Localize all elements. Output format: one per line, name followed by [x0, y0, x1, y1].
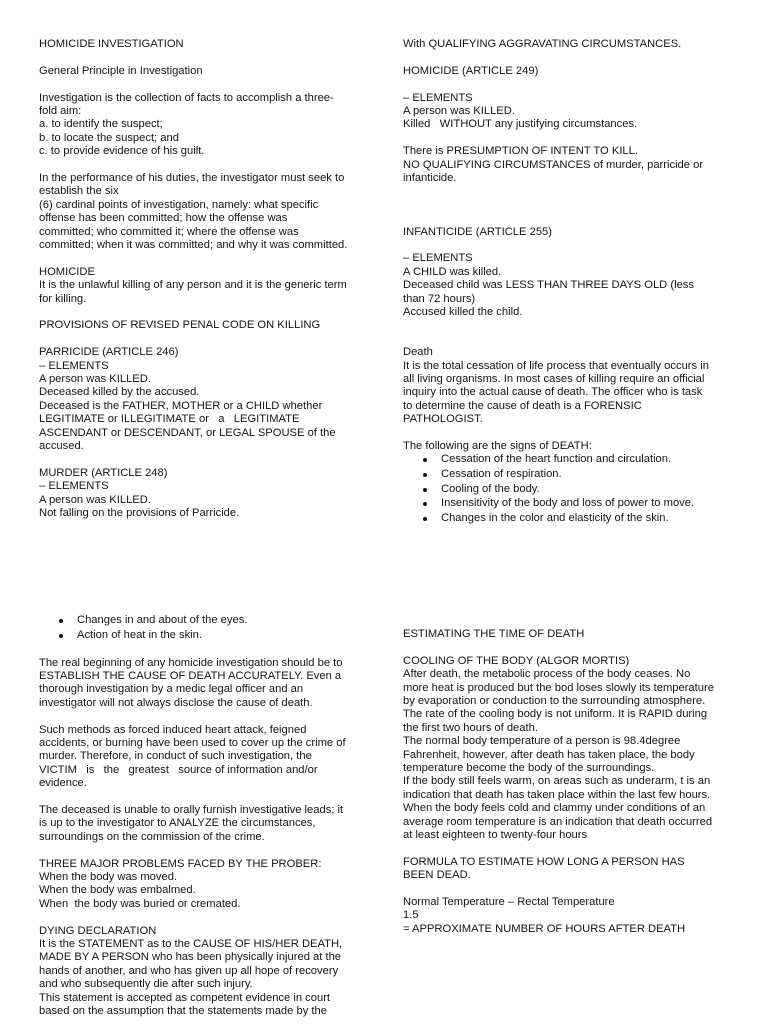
aim-item: b. to locate the suspect; and — [39, 131, 179, 144]
paragraph-line: to determine the cause of death is a FORENSIC — [403, 399, 642, 412]
formula-result: = APPROXIMATE NUMBER OF HOURS AFTER DEATH — [403, 922, 686, 935]
element-line: Deceased is the FATHER, MOTHER or a CHILD whether — [39, 399, 323, 412]
infanticide-heading: INFANTICIDE (ARTICLE 255) — [403, 225, 552, 238]
paragraph-line: The real beginning of any homicide investigation should be to — [39, 656, 343, 669]
paragraph-line: the first two hours of death. — [403, 721, 538, 734]
paragraph-line: After death, the metabolic process of the body ceases. No — [403, 668, 691, 681]
paragraph-line: inquiry into the actual cause of death. The officer who is task — [403, 386, 703, 399]
paragraph-line: infanticide. — [403, 172, 457, 185]
element-line: A person was KILLED. — [39, 493, 151, 506]
elements-label: – ELEMENTS — [403, 252, 473, 265]
cooling-heading: COOLING OF THE BODY (ALGOR MORTIS) — [403, 654, 630, 667]
element-line: LEGITIMATE or ILLEGITIMATE or a LEGITIMATE — [39, 413, 300, 426]
paragraph-line: for killing. — [39, 292, 87, 305]
paragraph-line: establish the six — [39, 185, 119, 198]
paragraph-line: hands of another, and who has given up all hope of recovery — [39, 964, 339, 977]
paragraph-line: It is the unlawful killing of any person and it is the generic term — [39, 279, 347, 292]
qualifying-line: With QUALIFYING AGGRAVATING CIRCUMSTANCES. — [403, 38, 682, 50]
element-line: Killed WITHOUT any justifying circumstances. — [403, 118, 638, 131]
paragraph-line: is up to the investigator to ANALYZE the circumstances, — [39, 817, 316, 830]
paragraph-line: accidents, or burning have been used to cover up the crime of — [39, 737, 346, 749]
parricide-heading: PARRICIDE (ARTICLE 246) — [39, 346, 179, 359]
formula-numerator: Normal Temperature – Rectal Temperature — [403, 896, 615, 909]
paragraph-line: If the body still feels warm, on areas such as underarm, t is an — [403, 775, 711, 788]
paragraph-line: It is the total cessation of life process that eventually occurs in — [403, 359, 709, 372]
paragraph-line: committed; who committed it; where the offense was — [39, 225, 299, 238]
paragraph-line: When the body feels cold and clammy under conditions of an — [403, 802, 706, 815]
elements-label: – ELEMENTS — [39, 480, 109, 493]
element-line: Deceased killed by the accused. — [39, 386, 200, 399]
paragraph-line: fold aim: — [39, 105, 82, 117]
paragraph-line: at least eighteen to twenty-four hours — [403, 829, 588, 842]
paragraph-line: indication that death has taken place within the last few hours. — [403, 788, 711, 801]
paragraph-line: temperature become the body of the surroundings. — [403, 762, 655, 775]
aim-item: c. to provide evidence of his guilt. — [39, 145, 205, 158]
bottom-right-column — [403, 628, 733, 936]
problem-line: When the body was moved. — [39, 871, 178, 884]
paragraph-line: committed; when it was committed; and why it was committed. — [39, 239, 348, 252]
top-left-column — [39, 38, 369, 521]
paragraph-line: more heat is produced but the bod loses slowly its temperature — [403, 681, 714, 694]
paragraph-line: The normal body temperature of a person is 98.4degree — [403, 735, 681, 748]
elements-label: – ELEMENTS — [403, 91, 473, 104]
paragraph-line: MADE BY A PERSON who has been physically injured at the — [39, 951, 342, 964]
murder-heading: MURDER (ARTICLE 248) — [39, 466, 168, 479]
paragraph-line: thorough investigation by a medic legal officer and an — [39, 683, 304, 696]
list-item: Cessation of respiration. — [423, 468, 733, 481]
paragraph-line: by evaporation or conduction to the surrounding atmosphere. — [403, 695, 706, 708]
list-item: Action of heat in the skin. — [59, 629, 369, 642]
paragraph-line: The rate of the cooling body is not uniform. It is RAPID during — [403, 708, 708, 721]
formula-heading: BEEN DEAD. — [403, 869, 471, 882]
element-line: accused. — [39, 440, 84, 453]
homicide-article-heading: HOMICIDE (ARTICLE 249) — [403, 64, 539, 77]
element-line: ASCENDANT or DESCENDANT, or LEGAL SPOUSE of the — [39, 426, 336, 439]
paragraph-line: all living organisms. In most cases of killing require an official — [403, 373, 705, 386]
paragraph-line: NO QUALIFYING CIRCUMSTANCES of murder, parricide or — [403, 158, 704, 171]
paragraph-line: Such methods as forced induced heart attack, feigned — [39, 723, 307, 736]
paragraph-line: The deceased is unable to orally furnish investigative leads; it — [39, 804, 344, 817]
paragraph-line: (6) cardinal points of investigation, namely: what specific — [39, 198, 319, 211]
dying-declaration-heading: DYING DECLARATION — [39, 924, 157, 937]
element-line: Deceased child was LESS THAN THREE DAYS OLD (less — [403, 279, 694, 292]
paragraph-line: PATHOLOGIST. — [403, 413, 483, 426]
signs-of-death-list — [403, 453, 733, 525]
death-heading: Death — [403, 346, 433, 359]
paragraph-line: Investigation is the collection of facts to accomplish a three- — [39, 91, 334, 104]
paragraph-line: investigator will not always disclose the cause of death. — [39, 696, 313, 709]
paragraph-line: evidence. — [39, 777, 87, 790]
problems-heading: THREE MAJOR PROBLEMS FACED BY THE PROBER: — [39, 857, 322, 870]
paragraph-line: VICTIM is the greatest source of information and/or — [39, 763, 318, 776]
signs-intro: The following are the signs of DEATH: — [403, 440, 592, 453]
aim-item: a. to identify the suspect; — [39, 118, 163, 131]
paragraph-line: There is PRESUMPTION OF INTENT TO KILL. — [403, 145, 638, 158]
element-line: Not falling on the provisions of Parricide. — [39, 507, 240, 520]
list-item: Changes in and about of the eyes. — [59, 614, 369, 627]
formula-heading: FORMULA TO ESTIMATE HOW LONG A PERSON HAS — [403, 855, 685, 868]
paragraph-line: based on the assumption that the statements made by the — [39, 1005, 327, 1018]
estimating-heading: ESTIMATING THE TIME OF DEATH — [403, 628, 585, 640]
paragraph-line: and who subsequently die after such injury. — [39, 978, 253, 991]
element-line: than 72 hours) — [403, 292, 476, 305]
homicide-heading: HOMICIDE — [39, 265, 95, 278]
paragraph-line: murder. Therefore, in conduct of such investigation, the — [39, 750, 312, 763]
paragraph-line: It is the STATEMENT as to the CAUSE OF HIS/HER DEATH, — [39, 938, 343, 951]
paragraph-line: In the performance of his duties, the investigator must seek to — [39, 172, 345, 185]
signs-of-death-list-continued — [39, 614, 369, 642]
element-line: A CHILD was killed. — [403, 265, 502, 278]
list-item: Cooling of the body. — [423, 483, 733, 496]
problem-line: When the body was embalmed. — [39, 884, 196, 897]
list-item: Cessation of the heart function and circulation. — [423, 453, 733, 466]
problem-line: When the body was buried or cremated. — [39, 897, 241, 910]
element-line: Accused killed the child. — [403, 306, 523, 319]
element-line: A person was KILLED. — [39, 373, 151, 386]
paragraph-line: Fahrenheit, however, after death has taken place, the body — [403, 748, 695, 761]
formula-denominator: 1.5 — [403, 909, 419, 922]
paragraph-line: average room temperature is an indication that death occurred — [403, 815, 713, 828]
list-item: Insensitivity of the body and loss of power to move. — [423, 497, 733, 510]
element-line: A person was KILLED. — [403, 105, 515, 117]
paragraph-line: This statement is accepted as competent evidence in court — [39, 991, 331, 1004]
paragraph-line: offense has been committed; how the offense was — [39, 212, 288, 225]
paragraph-line: surroundings on the commission of the crime. — [39, 830, 265, 843]
provisions-heading: PROVISIONS OF REVISED PENAL CODE ON KILLING — [39, 319, 321, 332]
document-title: HOMICIDE INVESTIGATION — [39, 38, 184, 50]
paragraph-line: ESTABLISH THE CAUSE OF DEATH ACCURATELY. Even a — [39, 669, 342, 682]
top-right-column — [403, 38, 733, 526]
bottom-left-column — [39, 614, 369, 1018]
principle-heading: General Principle in Investigation — [39, 64, 203, 77]
elements-label: – ELEMENTS — [39, 359, 109, 372]
list-item: Changes in the color and elasticity of the skin. — [423, 512, 733, 525]
